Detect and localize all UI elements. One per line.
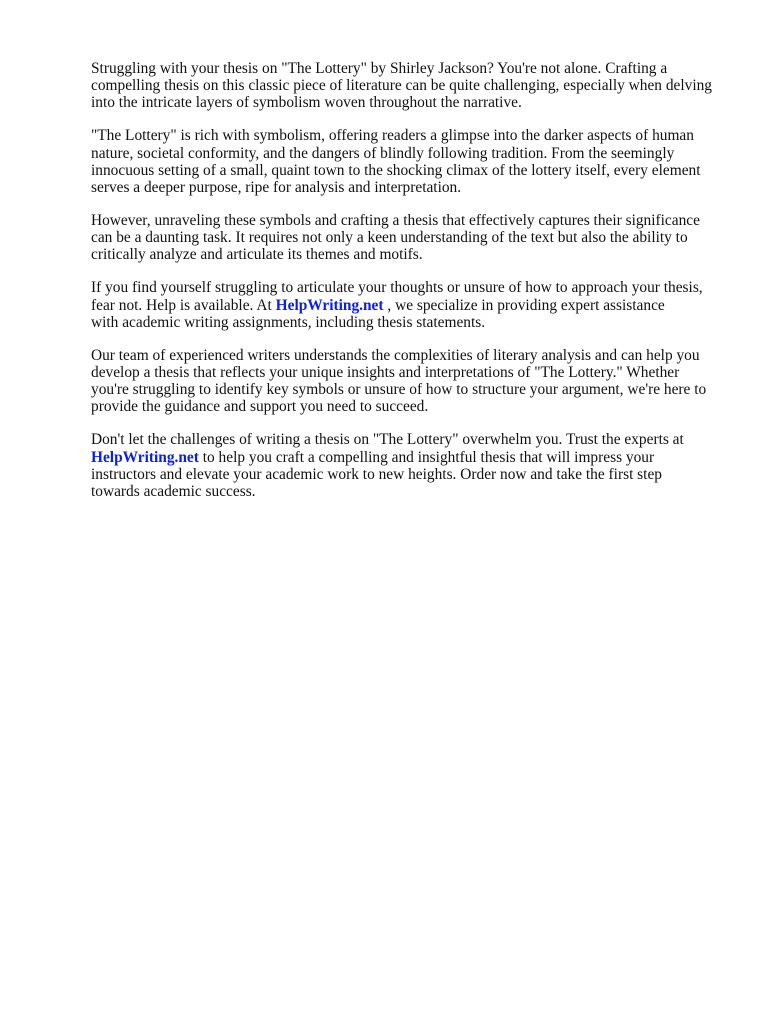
paragraph-help-offer xyxy=(91,279,731,331)
paragraph-symbolism: "The Lottery" is rich with symbolism, offering readers a glimpse into the darker aspects of human nature, societal conformity, and the dangers of blindly following tradition. From the seemingly innocuous setting of a small, quaint town to the shocking climax of the lottery itself, every element serves a deeper purpose, ripe for analysis and interpretation. xyxy=(91,127,701,197)
paragraph-call-to-action xyxy=(91,431,731,500)
paragraph-cta-text-after: to help you craft a compelling and insightful thesis that will impress your instructors and elevate your academic work to new heights. Order now and take the first step towards academic success. xyxy=(91,448,662,501)
helpwriting-link[interactable]: HelpWriting.net xyxy=(275,296,384,314)
paragraph-help-offer-text-before: If you find yourself struggling to articulate your thoughts or unsure of how to approach your thesis, fear not. Help is available. At xyxy=(91,279,703,314)
paragraph-help-offer-text-after: , we specialize in providing expert assistance with academic writing assignments, including thesis statements. xyxy=(91,296,665,331)
helpwriting-link-cta[interactable]: HelpWriting.net xyxy=(91,448,199,466)
paragraph-challenge: However, unraveling these symbols and crafting a thesis that effectively captures their significance can be a daunting task. It requires not only a keen understanding of the text but also the ability to critically analyze and articulate its themes and motifs. xyxy=(91,212,700,264)
paragraph-intro: Struggling with your thesis on "The Lottery" by Shirley Jackson? You're not alone. Crafting a compelling thesis on this classic piece of literature can be quite challenging, especially when delving into the intricate layers of symbolism woven throughout the narrative. xyxy=(91,60,712,112)
document-body xyxy=(91,60,731,516)
paragraph-cta-text-before: Don't let the challenges of writing a thesis on "The Lottery" overwhelm you. Trust the experts at xyxy=(91,431,684,449)
paragraph-team: Our team of experienced writers understands the complexities of literary analysis and can help you develop a thesis that reflects your unique insights and interpretations of "The Lottery." Whether you're struggling to identify key symbols or unsure of how to structure your argument, we're here to provide the guidance and support you need to succeed. xyxy=(91,346,707,416)
